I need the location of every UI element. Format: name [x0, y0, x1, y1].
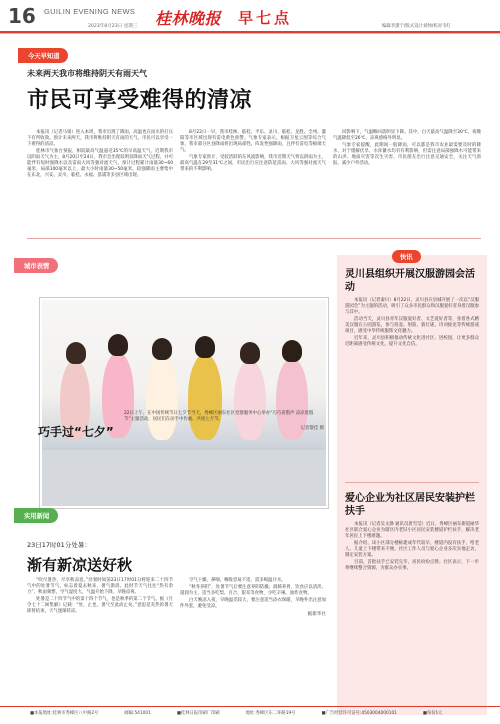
paragraph: 本报讯（记者秦川）8月22日，灵川县在县城开展了一次以“汉服游园会”为主题的活动，吸引了众多市民群众和汉服爱好者身着汉服参与其中。: [345, 298, 479, 316]
photo-title: 巧手过“七夕”: [38, 425, 114, 439]
paragraph: 近年来，灵川县积极推动传统文化进社区、进校园，让更多群众近距离感受传统文化，提升文化自信。: [345, 336, 479, 348]
editor-credits: 编辑李潇宁/版式设计刘帅/校对韦红: [382, 24, 451, 29]
paragraph: 活动当天，灵川县青年汉服爱好者、文艺爱好者等，身着各式精美汉服在公园游览，参与投壶、射箭、猜灯谜、诗词接龙等传统游戏项目，感受中华传统服饰文化魅力。: [345, 317, 479, 335]
photo-caption-text: 22日上午，在中国传统节日七夕节当天，秀峰区丽东社区党群服务中心举办“巧巧喜鹊声 凉凉度假节”主题活动，居民们在动手中作画、共度七夕节。: [124, 411, 314, 423]
table-surface: [42, 450, 326, 506]
child-head: [240, 342, 260, 364]
section-logo: 早七点: [238, 9, 293, 27]
paragraph: 空气干燥，鼻咽、喉咙容易不适，需多喝温开水。: [189, 578, 286, 583]
child-head: [282, 340, 302, 362]
child-head: [66, 342, 86, 364]
paragraph: 据介绍，该小区部分楼栋建成年代较早，楼道内没有扶手，给老人、儿童上下楼带来不便。社区工作人员与爱心企业多次实地走访，制定安装方案。: [345, 541, 479, 559]
main-story-column-1: [27, 130, 173, 180]
footer-item: ■广告经营许可证号:4503004000101: [321, 711, 397, 716]
paragraph: 本报讯（记者马娟）进入本周，我市出现了降雨，高温也在雨水的打压下有所收敛。预计未来两天，我市将维持阴天有雨的天气，市民可以享受一下难得的清凉。: [27, 130, 173, 148]
paragraph: 处暑是二十四节气中的第十四个节气，也是秋季的第二个节气。据《月令七十二候集解》记载：“处，止也，暑气至此而止矣。”意思是炎热的暑天即将结束，天气逐渐转凉。: [27, 597, 173, 615]
section-tag-practical: 实用新闻: [14, 508, 58, 523]
child-head: [152, 338, 172, 360]
quick-story-1-body: [345, 298, 479, 348]
newspaper-logo: 桂林晚报: [155, 9, 222, 28]
section-tag-today: 今天早知道: [18, 48, 68, 63]
footer: [0, 708, 500, 718]
section-tag-city: 城市表情: [14, 258, 58, 273]
photo-credit: 记者黎佳 摄: [300, 426, 324, 432]
paragraph: 目前，首批扶手已安装完毕，居民纷纷点赞。社区表示，下一步将继续整合资源，为群众办实事。: [345, 560, 479, 572]
issue-date: 2023年8月23日 星期三: [88, 24, 138, 29]
quick-story-2: [345, 492, 479, 573]
masthead-english: GUILIN EVENING NEWS: [44, 7, 136, 16]
photo-caption: [124, 411, 324, 433]
paragraph: 桂林市气象台预报，相较最高气温逼近35℃的早高温天气，近期我市以阴雨天气为主，8月20日至24日，我市会出现较明显降雨天气过程，并可能伴有短时强降水以及雷雨大风等强对流天气，预计过程累计雨量30~60毫米，局部100毫米以上，最大小时雨量30~50毫米，较强降雨主要集中在东北，兴安、灵川、临桂、永福、荔浦等多县区域出现。: [27, 149, 173, 179]
footer-rule: [0, 706, 500, 707]
practical-title: 渐有新凉送好秋: [27, 556, 133, 574]
quick-story-1-title: 灵川县组织开展汉服游园会活动: [345, 269, 475, 293]
paragraph: 气象专家提醒，此期间一般降雨，可以都是我市农业最需要及时的降水，对于缓解伏旱、水库蓄水均有有利影响，但需注意局部强降水可能带来的山洪、地质灾害等次生灾害，市民朋友出行注意交通安全，关注天气预报，减少户外活动。: [333, 142, 481, 167]
practical-kicker: 23日17时01分处暑：: [27, 541, 91, 549]
footer-item: 邮编:541001: [124, 711, 151, 716]
practical-column-1: [27, 578, 173, 616]
child-head: [108, 334, 128, 356]
page-number: 16: [8, 4, 36, 28]
child-head: [195, 336, 215, 358]
quick-story-2-title: 爱心企业为社区居民安装护栏扶手: [345, 493, 475, 517]
paragraph: “秋冬养阴”，处暑节气后要注意养阴防燥、润肺养胃，饮食应以清淡、滋润为主，适当多吃梨、百合、银耳等食物，少吃辛辣、油炸食物。: [180, 584, 326, 596]
footer-item: ■每份1元: [422, 711, 443, 716]
news-photo-children: [40, 298, 328, 508]
divider: [345, 482, 479, 483]
practical-column-2: [180, 578, 326, 618]
paragraph: 同影响下，气温略回落明显下降。其中，白天最高气温降至30℃，夜晚气温降低至26℃，凉爽感格外明显。: [333, 130, 481, 142]
main-story-column-2: [180, 130, 326, 174]
footer-item: 地址:秀峰区东二环路19号: [245, 711, 296, 716]
footer-item: ■本报地址:桂林市秀峰区八中路2号: [30, 711, 99, 716]
main-story-title: 市民可享受难得的清凉: [27, 88, 253, 113]
main-story-column-3: [333, 130, 481, 168]
paragraph: 气象专家预计，受较活跃的东风波影响，我市近期天气将以阴雨为主，最高气温在29至31℃之间，市民出行应注意防范雷雨、大风等强对流天气带来的不利影响。: [180, 155, 326, 173]
header-subrule: [0, 33, 500, 34]
paragraph: 本报讯（记者吴文静 通讯员唐雪莹）近日，秀峰区丽东街道丽华社区联合爱心企业为辖区内老旧小区居民安装楼道护栏扶手，解决老年居民上下楼难题。: [345, 522, 479, 540]
quick-story-1: [345, 268, 479, 349]
footer-item: ■桂林日报印刷厂印刷: [176, 711, 220, 716]
divider: [27, 238, 481, 239]
quick-story-2-body: [345, 522, 479, 572]
main-story-kicker: 未来两天我市将维持阴天有雨天气: [27, 69, 147, 78]
paragraph: 8月22日一早，我市桂林、临桂、平乐、灵川、临桂、龙胜、全州、灌阳等市区域出现有雷电黄色预警。气象专家表示，根据卫星云图等综合气象，我市部分区县降雨将出现局部性、阵发性强降雨，且伴有雷电等极端天气。: [180, 130, 326, 154]
practical-credit: 据新华社: [307, 612, 326, 618]
paragraph: “吹尽暑热，尽享秋凉意。”处暑时间前23日17时01分将迎来二十四节气中的处暑节气，标志着夏去秋来，暑气渐消。此时节天气往往“热有余力”，秋雨频繁，空气湿度大，气温开始下降，早晚凉爽。: [27, 578, 173, 596]
section-tag-quick: 快讯: [392, 250, 421, 263]
paragraph: 白天晚凉入夜，早晚温差较大，要注意适当添衣保暖，早晚外出注意加件外套，避免受凉。: [180, 597, 326, 609]
